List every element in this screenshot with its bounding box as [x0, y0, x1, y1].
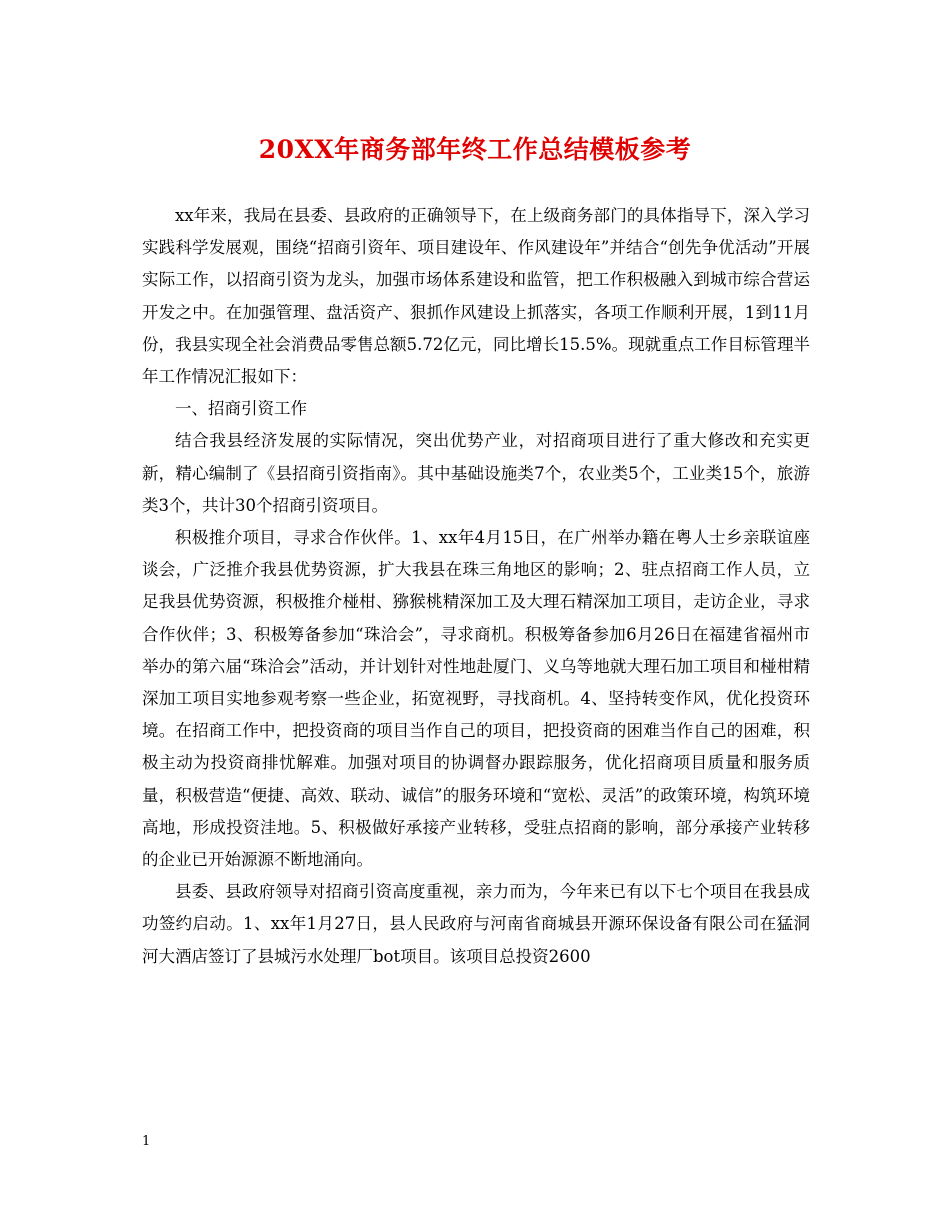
page-number: 1: [142, 1134, 151, 1149]
paragraph-signed-projects: 县委、县政府领导对招商引资高度重视，亲力而为，今年来已有以下七个项目在我县成功签约启动。1、xx年1月27日，县人民政府与河南省商城县开源环保设备有限公司在猛洞河大酒店签订了县城污水处理厂bot项目。该项目总投资2600: [142, 882, 810, 966]
paragraph-intro: xx年来，我局在县委、县政府的正确领导下，在上级商务部门的具体指导下，深入学习实践科学发展观，围绕“招商引资年、项目建设年、作风建设年”并结合“创先争优活动”开展实际工作，以招商引资为龙头，加强市场体系建设和监管，把工作积极融入到城市综合营运开发之中。在加强管理、盘活资产、狠抓作风建设上抓落实，各项工作顺利开展，1到11月份，我县实现全社会消费品零售总额5.72亿元，同比增长15.5%。现就重点工作目标管理半年工作情况汇报如下：: [142, 206, 810, 387]
section-heading-investment: 一、招商引资工作: [175, 399, 307, 419]
paragraph-investment-guide: 结合我县经济发展的实际情况，突出优势产业，对招商项目进行了重大修改和充实更新，精心编制了《县招商引资指南》。其中基础设施类7个，农业类5个，工业类15个，旅游类3个，共计30个招商引资项目。: [142, 431, 810, 515]
document-body: [142, 200, 810, 973]
paragraph-project-promotion: 积极推介项目，寻求合作伙伴。1、xx年4月15日，在广州举办籍在粤人士乡亲联谊座谈会，广泛推介我县优势资源，扩大我县在珠三角地区的影响；2、驻点招商工作人员，立足我县优势资源，积极推介椪柑、猕猴桃精深加工及大理石精深加工项目，走访企业，寻求合作伙伴；3、积极筹备参加“珠洽会”，寻求商机。积极筹备参加6月26日在福建省福州市举办的第六届“珠洽会”活动，并计划针对性地赴厦门、义乌等地就大理石加工项目和椪柑精深加工项目实地参观考察一些企业，拓宽视野，寻找商机。4、坚持转变作风，优化投资环境。在招商工作中，把投资商的项目当作自己的项目，把投资商的困难当作自己的困难，积极主动为投资商排忧解难。加强对项目的协调督办跟踪服务，优化招商项目质量和服务质量，积极营造“便捷、高效、联动、诚信”的服务环境和“宽松、灵活”的政策环境，构筑环境高地，形成投资洼地。5、积极做好承接产业转移，受驻点招商的影响，部分承接产业转移的企业已开始源源不断地涌向。: [142, 528, 810, 870]
document-title: 20XX年商务部年终工作总结模板参考: [258, 135, 692, 164]
